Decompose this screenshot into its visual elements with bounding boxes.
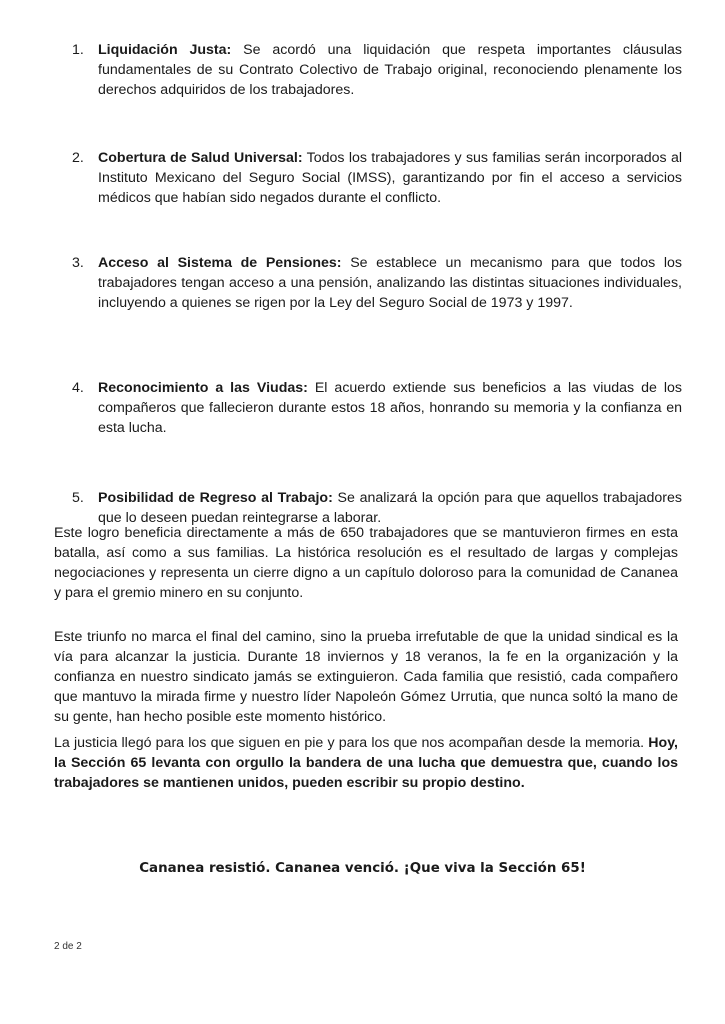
list-item-title: Acceso al Sistema de Pensiones: bbox=[98, 255, 342, 271]
closing-slogan: Cananea resistió. Cananea venció. ¡Que viva la Sección 65! bbox=[139, 861, 586, 876]
list-item-body bbox=[98, 40, 682, 100]
list-item-text: Se analizará la opción para que aquellos trabajadores que lo deseen puedan reintegrarse a laborar. bbox=[98, 490, 682, 526]
list-item-text: El acuerdo extiende sus beneficios a las viudas de los compañeros que fallecieron durante estos 18 años, honrando su memoria y la confianza en esta lucha. bbox=[98, 380, 682, 436]
list-item-text: Se acordó una liquidación que respeta importantes cláusulas fundamentales de su Contrato Colectivo de Trabajo original, reconociendo plenamente los derechos adquiridos de los trabajadores. bbox=[98, 42, 683, 98]
list-item-number: 2. bbox=[72, 150, 84, 166]
list-item bbox=[72, 148, 682, 208]
list-item-body bbox=[98, 378, 682, 438]
paragraph-justice-text: La justicia llegó para los que siguen en pie y para los que nos acompañan desde la memoria. bbox=[54, 735, 649, 751]
list-item-title: Liquidación Justa: bbox=[98, 42, 232, 58]
paragraph-justice-emphasis: Hoy, la Sección 65 levanta con orgullo la bandera de una lucha que demuestra que, cuando los trabajadores se mantienen unidos, pueden escribir su propio destino. bbox=[54, 735, 678, 791]
list-item-title: Cobertura de Salud Universal: bbox=[98, 150, 303, 166]
list-item bbox=[72, 40, 682, 100]
list-item-number: 3. bbox=[72, 255, 84, 271]
list-item-body bbox=[98, 488, 682, 528]
page-number: 2 de 2 bbox=[54, 941, 82, 952]
list-item-number: 4. bbox=[72, 380, 84, 396]
paragraph-justice bbox=[54, 733, 678, 793]
paragraph-triumph: Este triunfo no marca el final del camino, sino la prueba irrefutable de que la unidad sindical es la vía para alcanzar la justicia. Durante 18 inviernos y 18 veranos, la fe en la organización y la confianza en nuestro sindicato jamás se extinguieron. Cada familia que resistió, cada compañero que mantuvo la mirada firme y nuestro líder Napoleón Gómez Urrutia, que nunca soltó la mano de su gente, han hecho posible este momento histórico. bbox=[54, 629, 678, 725]
list-item-body bbox=[98, 148, 682, 208]
list-item-title: Reconocimiento a las Viudas: bbox=[98, 380, 308, 396]
list-item bbox=[72, 488, 682, 528]
list-item-text: Se establece un mecanismo para que todos los trabajadores tengan acceso a una pensión, analizando las distintas situaciones individuales, incluyendo a quienes se rigen por la Ley del Seguro Social de 1973 y 1997. bbox=[98, 255, 682, 311]
list-item bbox=[72, 253, 682, 313]
list-item-title: Posibilidad de Regreso al Trabajo: bbox=[98, 490, 333, 506]
list-item bbox=[72, 378, 682, 438]
paragraph-impact: Este logro beneficia directamente a más de 650 trabajadores que se mantuvieron firmes en esta batalla, así como a sus familias. La histórica resolución es el resultado de largas y complejas negociaciones y representa un cierre digno a un capítulo doloroso para la comunidad de Cananea y para el gremio minero en su conjunto. bbox=[54, 525, 678, 601]
list-item-text: Todos los trabajadores y sus familias serán incorporados al Instituto Mexicano del Seguro Social (IMSS), garantizando por fin el acceso a servicios médicos que habían sido negados durante el conflicto. bbox=[98, 150, 682, 206]
list-item-number: 5. bbox=[72, 490, 84, 506]
list-item-body bbox=[98, 253, 682, 313]
list-item-number: 1. bbox=[72, 42, 84, 58]
